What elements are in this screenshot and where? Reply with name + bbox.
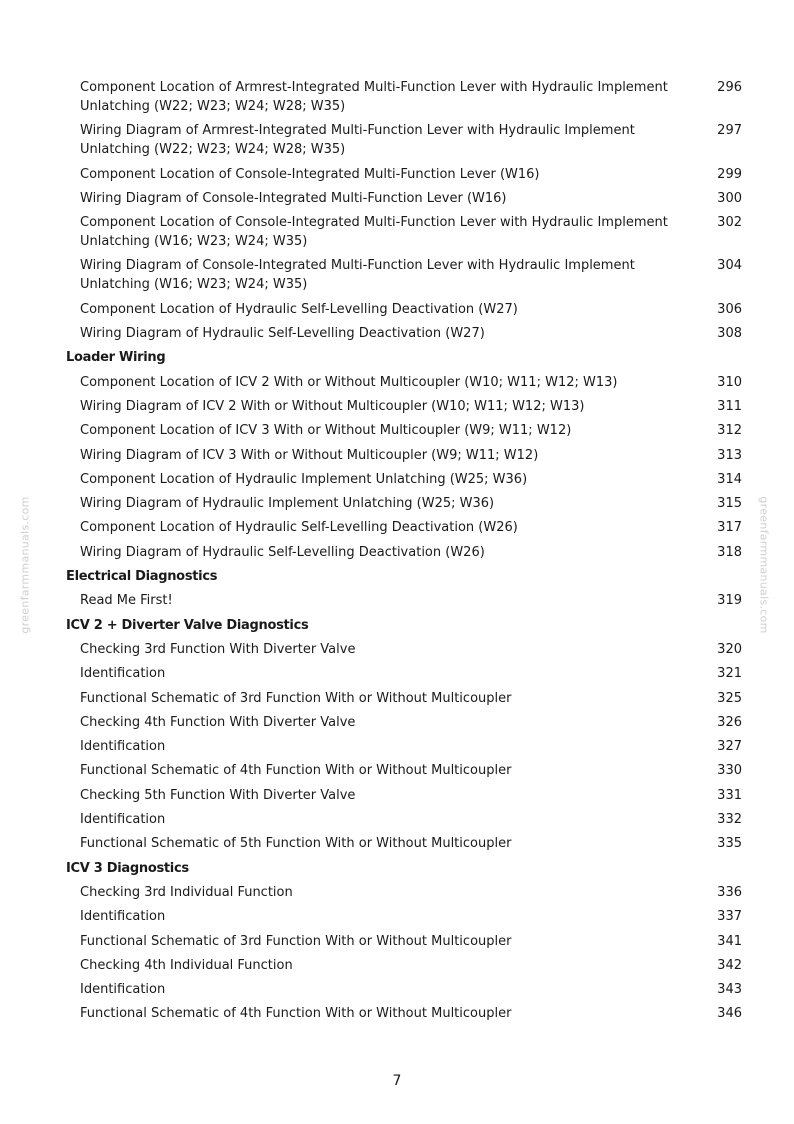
toc-entry-title: Component Location of Hydraulic Implement Unlatching (W25; W36) bbox=[80, 471, 528, 487]
toc-entry-page: 317 bbox=[717, 520, 742, 536]
toc-section-heading: ICV 3 Diagnostics bbox=[66, 860, 189, 876]
toc-entry-title: Component Location of ICV 2 With or Without Multicoupler (W10; W11; W12; W13) bbox=[80, 374, 618, 390]
toc-entry-title: Functional Schematic of 4th Function With or Without Multicoupler bbox=[80, 763, 512, 779]
toc-entry-page: 332 bbox=[717, 812, 742, 828]
toc-entry[interactable] bbox=[66, 543, 746, 567]
toc-entry-title: Checking 4th Individual Function bbox=[80, 957, 293, 973]
toc-entry-title: Read Me First! bbox=[80, 593, 173, 609]
toc-entry-page: 315 bbox=[717, 496, 742, 512]
toc-entry[interactable] bbox=[66, 213, 746, 256]
toc-entry[interactable] bbox=[66, 121, 746, 164]
toc-entry-title: Wiring Diagram of ICV 3 With or Without Multicoupler (W9; W11; W12) bbox=[80, 447, 539, 463]
toc-entry-title: Checking 5th Function With Diverter Valve bbox=[80, 787, 356, 803]
toc-entry[interactable] bbox=[66, 470, 746, 494]
toc-entry[interactable] bbox=[66, 883, 746, 907]
toc-entry[interactable] bbox=[66, 640, 746, 664]
toc-entry[interactable] bbox=[66, 907, 746, 931]
toc-entry[interactable] bbox=[66, 78, 746, 121]
toc-entry-page: 337 bbox=[717, 909, 742, 925]
toc-entry-page: 300 bbox=[717, 190, 742, 206]
toc-entry-page: 302 bbox=[717, 215, 742, 231]
toc-entry-page: 304 bbox=[717, 258, 742, 274]
toc-entry-title: Functional Schematic of 5th Function With or Without Multicoupler bbox=[80, 836, 512, 852]
toc-entry[interactable] bbox=[66, 834, 746, 858]
watermark-right: greenfarmmanuals.com bbox=[757, 496, 771, 634]
toc-entry-page: 314 bbox=[717, 471, 742, 487]
toc-entry-page: 342 bbox=[717, 957, 742, 973]
table-of-contents bbox=[66, 78, 746, 1029]
toc-entry-title: Component Location of Console-Integrated Multi-Function Lever with Hydraulic Implement Unlatching (W16; W23; W24; W35) bbox=[80, 215, 668, 250]
toc-entry-page: 336 bbox=[717, 884, 742, 900]
toc-entry-title: Identification bbox=[80, 982, 166, 998]
toc-entry-title: Wiring Diagram of Hydraulic Self-Levelling Deactivation (W27) bbox=[80, 326, 485, 342]
toc-entry-title: Component Location of ICV 3 With or Without Multicoupler (W9; W11; W12) bbox=[80, 423, 572, 439]
toc-entry-title: Component Location of Armrest-Integrated Multi-Function Lever with Hydraulic Implement Unlatching (W22; W23; W24; W28; W35) bbox=[80, 80, 668, 114]
toc-entry[interactable] bbox=[66, 713, 746, 737]
toc-entry-page: 310 bbox=[717, 374, 742, 390]
toc-section-heading: ICV 2 + Diverter Valve Diagnostics bbox=[66, 617, 309, 633]
toc-entry[interactable] bbox=[66, 165, 746, 189]
toc-entry-title: Wiring Diagram of Hydraulic Self-Levelling Deactivation (W26) bbox=[80, 544, 485, 560]
toc-entry-page: 330 bbox=[717, 763, 742, 779]
toc-entry-page: 311 bbox=[717, 398, 742, 414]
toc-entry-title: Component Location of Hydraulic Self-Levelling Deactivation (W27) bbox=[80, 301, 518, 317]
toc-entry[interactable] bbox=[66, 664, 746, 688]
toc-entry[interactable] bbox=[66, 932, 746, 956]
toc-entry[interactable] bbox=[66, 189, 746, 213]
toc-entry-title: Checking 3rd Function With Diverter Valve bbox=[80, 641, 356, 657]
toc-entry-page: 308 bbox=[717, 326, 742, 342]
toc-entry[interactable] bbox=[66, 591, 746, 615]
toc-entry[interactable] bbox=[66, 446, 746, 470]
toc-entry[interactable] bbox=[66, 256, 746, 299]
toc-entry-title: Component Location of Console-Integrated Multi-Function Lever (W16) bbox=[80, 166, 540, 182]
toc-entry-page: 325 bbox=[717, 690, 742, 706]
toc-entry-title: Identification bbox=[80, 909, 166, 925]
toc-section-heading: Loader Wiring bbox=[66, 350, 166, 366]
toc-entry-title: Wiring Diagram of Hydraulic Implement Unlatching (W25; W36) bbox=[80, 496, 495, 512]
toc-entry[interactable] bbox=[66, 494, 746, 518]
toc-entry-page: 346 bbox=[717, 1006, 742, 1022]
toc-entry-page: 326 bbox=[717, 714, 742, 730]
toc-entry-title: Checking 4th Function With Diverter Valve bbox=[80, 714, 356, 730]
toc-entry-title: Wiring Diagram of Console-Integrated Multi-Function Lever (W16) bbox=[80, 190, 507, 206]
toc-entry-page: 313 bbox=[717, 447, 742, 463]
page-number: 7 bbox=[392, 1073, 402, 1089]
toc-entry-title: Functional Schematic of 3rd Function With or Without Multicoupler bbox=[80, 690, 512, 706]
toc-entry-title: Functional Schematic of 4th Function With or Without Multicoupler bbox=[80, 1006, 512, 1022]
toc-entry-page: 321 bbox=[717, 666, 742, 682]
toc-entry[interactable] bbox=[66, 786, 746, 810]
toc-entry[interactable] bbox=[66, 737, 746, 761]
toc-entry[interactable] bbox=[66, 810, 746, 834]
toc-entry-page: 341 bbox=[717, 933, 742, 949]
toc-section-heading: Electrical Diagnostics bbox=[66, 569, 218, 585]
toc-entry[interactable] bbox=[66, 397, 746, 421]
toc-entry-page: 319 bbox=[717, 593, 742, 609]
toc-entry-title: Identification bbox=[80, 739, 166, 755]
toc-entry-title: Component Location of Hydraulic Self-Levelling Deactivation (W26) bbox=[80, 520, 518, 536]
toc-entry-title: Wiring Diagram of Console-Integrated Multi-Function Lever with Hydraulic Implement Unlatching (W16; W23; W24; W35) bbox=[80, 258, 635, 293]
toc-entry-page: 331 bbox=[717, 787, 742, 803]
toc-entry-title: Wiring Diagram of Armrest-Integrated Multi-Function Lever with Hydraulic Implement Unlatching (W22; W23; W24; W28; W35) bbox=[80, 123, 635, 158]
toc-entry-page: 297 bbox=[717, 123, 742, 139]
toc-entry[interactable] bbox=[66, 324, 746, 348]
toc-entry[interactable] bbox=[66, 956, 746, 980]
toc-entry-title: Functional Schematic of 3rd Function With or Without Multicoupler bbox=[80, 933, 512, 949]
toc-entry[interactable] bbox=[66, 373, 746, 397]
toc-entry[interactable] bbox=[66, 421, 746, 445]
watermark-left: greenfarmmanuals.com bbox=[18, 496, 32, 634]
toc-entry-page: 318 bbox=[717, 544, 742, 560]
toc-entry[interactable] bbox=[66, 980, 746, 1004]
toc-entry-title: Checking 3rd Individual Function bbox=[80, 884, 293, 900]
toc-entry-title: Identification bbox=[80, 812, 166, 828]
toc-entry[interactable] bbox=[66, 518, 746, 542]
toc-entry-page: 312 bbox=[717, 423, 742, 439]
toc-entry-page: 320 bbox=[717, 641, 742, 657]
toc-entry-page: 296 bbox=[717, 80, 742, 95]
toc-entry-page: 343 bbox=[717, 982, 742, 998]
toc-entry-page: 327 bbox=[717, 739, 742, 755]
toc-entry-page: 299 bbox=[717, 166, 742, 182]
toc-entry[interactable] bbox=[66, 689, 746, 713]
toc-entry-title: Wiring Diagram of ICV 2 With or Without Multicoupler (W10; W11; W12; W13) bbox=[80, 398, 585, 414]
toc-entry-page: 306 bbox=[717, 301, 742, 317]
toc-entry-page: 335 bbox=[717, 836, 742, 852]
toc-entry[interactable] bbox=[66, 761, 746, 785]
toc-entry-title: Identification bbox=[80, 666, 166, 682]
toc-entry[interactable] bbox=[66, 300, 746, 324]
toc-entry[interactable] bbox=[66, 1004, 746, 1028]
